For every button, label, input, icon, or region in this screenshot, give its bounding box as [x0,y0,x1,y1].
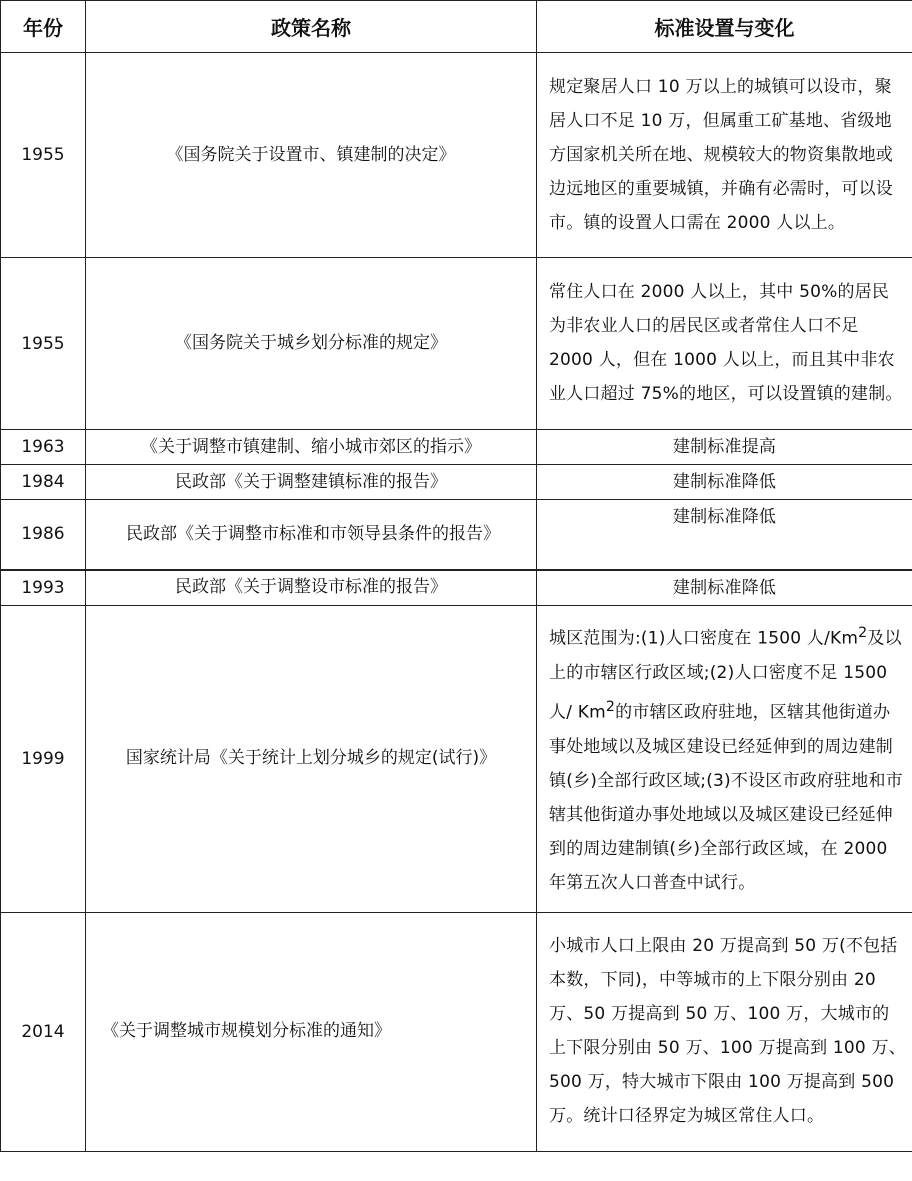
standard-text-part: 城区范围为:(1)人口密度在 1500 人/Km [549,629,859,649]
row-year: 1986 [1,500,86,570]
row-standard [537,605,912,912]
row-year: 1955 [1,258,86,430]
row-policy-name: 民政部《关于调整建镇标准的报告》 [86,465,537,500]
table-row [1,430,912,465]
table-row [1,53,912,258]
row-year: 1984 [1,465,86,500]
row-standard: 小城市人口上限由 20 万提高到 50 万(不包括本数，下同)，中等城市的上下限分别由 20 万、50 万提高到 50 万、100 万，大城市的上下限分别由 50 万、100 万提高到 100 万、500 万，特大城市下限由 100 万提高到 500 万。统计口径界定为城区常住人口。 [537,912,912,1151]
table-row [1,570,912,606]
standard-text-part: 的市辖区政府驻地，区辖其他街道办事处地域以及城区建设已经延伸到的周边建制镇(乡)全部行政区域;(3)不设区市政府驻地和市辖其他街道办事处地域以及城区建设已经延伸到的周边建制镇(乡)全部行政区域，在 2000 年第五次人口普查中试行。 [549,702,903,893]
row-standard: 常住人口在 2000 人以上，其中 50%的居民为非农业人口的居民区或者常住人口不足 2000 人，但在 1000 人以上，而且其中非农业人口超过 75%的地区，可以设置镇的建制。 [537,258,912,430]
superscript: 2 [858,625,868,642]
standard-text-part: 及以上的市辖区行政区域;(2)人口密度不足 1500 人/ Km [549,629,902,723]
row-year: 1993 [1,570,86,606]
header-policy-name: 政策名称 [86,1,537,53]
header-year: 年份 [1,1,86,53]
table-header-row [1,1,912,53]
row-policy-name: 《关于调整城市规模划分标准的通知》 [86,912,537,1151]
row-standard: 建制标准降低 [537,570,912,606]
table-row [1,258,912,430]
superscript: 2 [605,699,616,715]
row-year: 1963 [1,430,86,465]
row-policy-name: 民政部《关于调整设市标准的报告》 [86,570,537,606]
row-standard: 规定聚居人口 10 万以上的城镇可以设市，聚居人口不足 10 万，但属重工矿基地、省级地方国家机关所在地、规模较大的物资集散地或边远地区的重要城镇，并确有必需时，可以设市。镇的设置人口需在 2000 人以上。 [537,53,912,258]
row-standard: 建制标准提高 [537,430,912,465]
table-row [1,912,912,1151]
row-policy-name: 《国务院关于设置市、镇建制的决定》 [86,53,537,258]
row-standard: 建制标准降低 [537,500,912,570]
row-standard: 建制标准降低 [537,465,912,500]
row-policy-name: 《国务院关于城乡划分标准的规定》 [86,258,537,430]
row-policy-name: 国家统计局《关于统计上划分城乡的规定(试行)》 [86,605,537,912]
table-row [1,605,912,912]
row-year: 1955 [1,53,86,258]
row-year: 1999 [1,605,86,912]
row-year: 2014 [1,912,86,1151]
table-row [1,500,912,570]
row-policy-name: 民政部《关于调整市标准和市领导县条件的报告》 [86,500,537,570]
row-policy-name: 《关于调整市镇建制、缩小城市郊区的指示》 [86,430,537,465]
table-row [1,465,912,500]
header-standard: 标准设置与变化 [537,1,912,53]
